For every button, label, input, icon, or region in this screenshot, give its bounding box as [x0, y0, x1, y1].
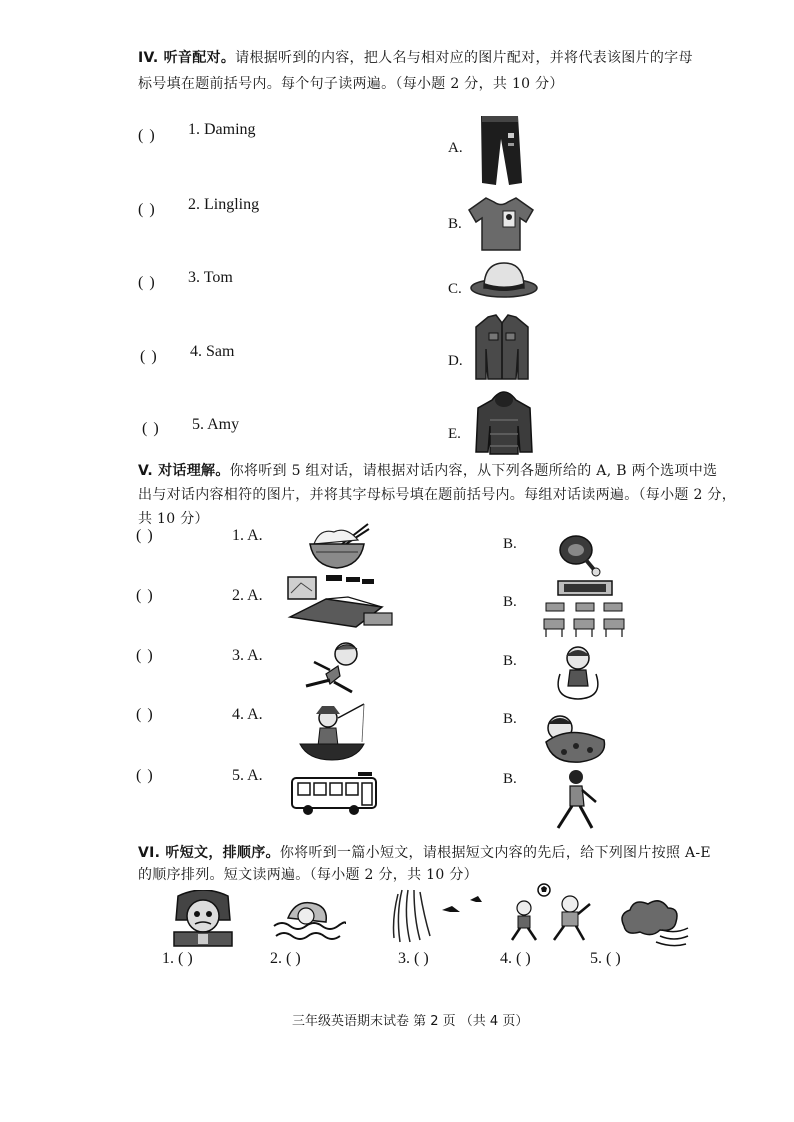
q4-option-b: B.	[503, 711, 517, 727]
wind-cloud-icon	[616, 896, 690, 948]
order-blank-2[interactable]: 2. ( )	[270, 950, 301, 967]
answer-blank[interactable]: ( )	[138, 201, 156, 218]
section6-instruction-1: 你将听到一篇小短文，请根据短文内容的先后，给下列图片按照 A-E	[279, 845, 711, 861]
section4-title-line1	[138, 46, 693, 70]
section4-title: IV. 听音配对。	[138, 50, 236, 66]
option-c: C.	[448, 281, 462, 297]
section4-instruction-2: 标号填在题前括号内。每个句子读两遍。（每小题 2 分，共 10 分）	[138, 76, 564, 92]
answer-blank[interactable]: ( )	[140, 348, 158, 365]
q2-option-a: 2. A.	[232, 587, 263, 604]
option-b: B.	[448, 216, 462, 232]
answer-blank[interactable]: ( )	[136, 767, 154, 784]
answer-blank[interactable]: ( )	[136, 587, 154, 604]
coat-icon	[472, 386, 536, 458]
meat-icon	[556, 528, 604, 578]
order-blank-1[interactable]: 1. ( )	[162, 950, 193, 967]
option-e: E.	[448, 426, 461, 442]
tshirt-icon	[466, 195, 536, 253]
q1-option-b: B.	[503, 536, 517, 552]
q3-option-b: B.	[503, 653, 517, 669]
name-sam: 4. Sam	[190, 343, 235, 360]
page-footer: 三年级英语期末试卷 第 2 页 （共 4 页）	[292, 1014, 529, 1029]
cold-child-icon	[170, 890, 236, 948]
football-kids-icon	[508, 882, 594, 944]
answer-blank[interactable]: ( )	[136, 706, 154, 723]
name-amy: 5. Amy	[192, 416, 240, 433]
running-kid-icon	[300, 640, 366, 696]
q2-option-b: B.	[503, 594, 517, 610]
jacket-icon	[474, 313, 530, 383]
answer-blank[interactable]: ( )	[136, 527, 154, 544]
order-blank-4[interactable]: 4. ( )	[500, 950, 531, 967]
q4-option-a: 4. A.	[232, 706, 263, 723]
bus-icon	[290, 770, 380, 818]
rice-bowl-icon	[306, 522, 370, 572]
order-blank-3[interactable]: 3. ( )	[398, 950, 429, 967]
section5-title-line1	[138, 459, 717, 483]
q5-option-b: B.	[503, 771, 517, 787]
answer-blank[interactable]: ( )	[136, 647, 154, 664]
hat-icon	[468, 258, 540, 300]
section5-title: V. 对话理解。	[138, 463, 230, 479]
section6-title: VI. 听短文，排顺序。	[138, 845, 280, 861]
q5-option-a: 5. A.	[232, 767, 263, 784]
section6-instruction-2: 的顺序排列。短文读两遍。（每小题 2 分，共 10 分）	[138, 867, 478, 883]
option-d: D.	[448, 353, 463, 369]
trousers-icon	[472, 113, 528, 189]
answer-blank[interactable]: ( )	[142, 420, 160, 437]
section5-instruction-1: 你将听到 5 组对话，请根据对话内容，从下列各题所给的 A, B 两个选项中选	[229, 463, 718, 479]
sleeping-icon	[540, 712, 610, 766]
section5-instruction-2: 出与对话内容相符的图片，并将其字母标号填在题前括号内。每组对话读两遍。（每小题 2 分，	[138, 487, 737, 503]
section4-instruction-1: 请根据听到的内容，把人名与相对应的图片配对，并将代表该图片的字母	[235, 50, 693, 66]
walking-icon	[552, 768, 602, 832]
answer-blank[interactable]: ( )	[138, 127, 156, 144]
q3-option-a: 3. A.	[232, 647, 263, 664]
option-a: A.	[448, 140, 463, 156]
section6-title-line1	[138, 841, 711, 865]
name-daming: 1. Daming	[188, 121, 256, 138]
name-tom: 3. Tom	[188, 269, 233, 286]
bedroom-icon	[286, 573, 400, 631]
q1-option-a: 1. A.	[232, 527, 263, 544]
swimming-icon	[272, 896, 346, 944]
name-lingling: 2. Lingling	[188, 196, 260, 213]
section5-instruction-3: 共 10 分）	[138, 511, 209, 527]
skipping-rope-icon	[550, 644, 606, 702]
order-blank-5[interactable]: 5. ( )	[590, 950, 621, 967]
answer-blank[interactable]: ( )	[138, 274, 156, 291]
willow-swallow-icon	[392, 888, 484, 944]
fishing-icon	[298, 702, 368, 762]
classroom-icon	[542, 579, 628, 639]
